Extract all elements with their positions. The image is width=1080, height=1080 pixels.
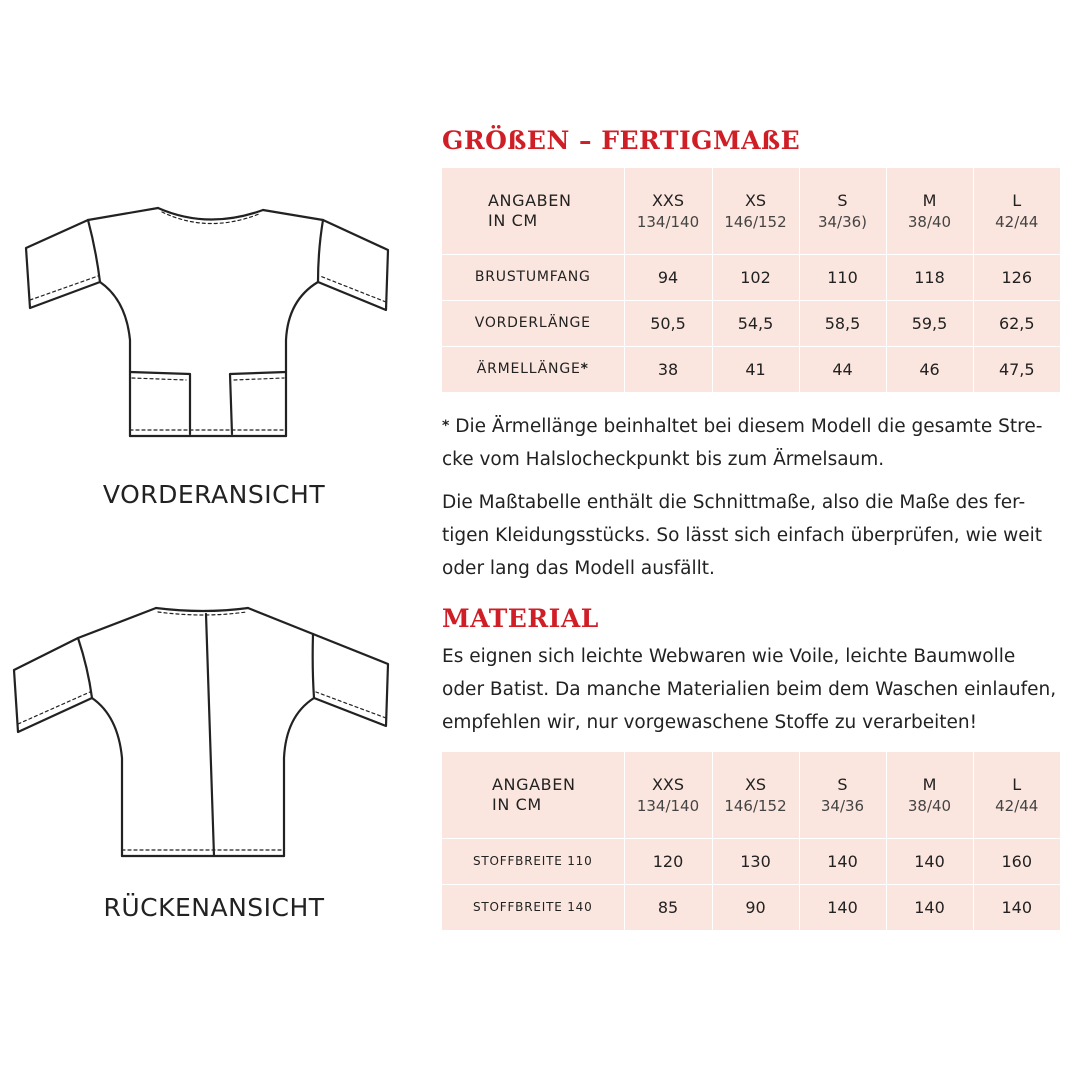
table-cell: 90 <box>712 884 799 930</box>
material-line3: empfehlen wir, nur vorgewaschene Stoffe zu verarbeiten! <box>442 712 978 733</box>
sizes-heading: GRÖßEN – FERTIGMAßE <box>442 126 801 155</box>
size-range: 134/140 <box>636 212 700 231</box>
size-range: 146/152 <box>724 796 787 815</box>
size-code: XXS <box>651 774 685 794</box>
table-cell: 38 <box>624 346 712 392</box>
footnote-line1: Die Ärmellänge beinhaltet bei diesem Modell die gesamte Stre- <box>449 416 1043 437</box>
size-column-header <box>712 168 799 254</box>
table-cell: 126 <box>973 254 1060 300</box>
size-code: XS <box>744 774 767 794</box>
footnote-text <box>442 410 1062 476</box>
table-cell: 160 <box>973 838 1060 884</box>
table-cell: 41 <box>712 346 799 392</box>
material-heading: MATERIAL <box>442 604 599 633</box>
footnote-marker: * <box>580 361 589 378</box>
material-line1: Es eignen sich leichte Webwaren wie Voile, leichte Baumwolle <box>442 646 1016 667</box>
size-code: M <box>922 774 937 794</box>
table-cell: 102 <box>712 254 799 300</box>
size-range: 34/36 <box>820 796 865 815</box>
table-cell: 54,5 <box>712 300 799 346</box>
size-column-header <box>624 752 712 838</box>
footnote-line <box>442 410 1062 443</box>
back-view-caption: RÜCKENANSICHT <box>103 893 325 922</box>
size-code: S <box>837 190 848 210</box>
size-code: L <box>1012 774 1022 794</box>
size-column-header <box>886 752 973 838</box>
table-cell: 130 <box>712 838 799 884</box>
table-cell: 120 <box>624 838 712 884</box>
fabric-width-table <box>442 752 1060 930</box>
table-cell: 50,5 <box>624 300 712 346</box>
size-range: 42/44 <box>995 212 1039 231</box>
table-cell: 62,5 <box>973 300 1060 346</box>
row-label: STOFFBREITE 140 <box>442 884 624 930</box>
table-row <box>442 300 1060 346</box>
table-row <box>442 346 1060 392</box>
table-cell: 94 <box>624 254 712 300</box>
size-column-header <box>973 168 1060 254</box>
size-code: S <box>837 774 848 794</box>
row-label: STOFFBREITE 110 <box>442 838 624 884</box>
table-row <box>442 884 1060 930</box>
header-label-line1: ANGABEN <box>488 190 572 210</box>
table-cell: 58,5 <box>799 300 886 346</box>
table-header-row <box>442 752 1060 838</box>
header-label-line1: ANGABEN <box>492 774 576 794</box>
size-column-header <box>886 168 973 254</box>
header-label-cell <box>442 752 624 838</box>
material-line2: oder Batist. Da manche Materialien beim dem Waschen einlaufen, <box>442 679 1057 700</box>
size-code: M <box>922 190 937 210</box>
header-label-line2: IN CM <box>492 794 542 814</box>
table-cell: 44 <box>799 346 886 392</box>
header-label-cell <box>442 168 624 254</box>
table-header-row <box>442 168 1060 254</box>
table-cell: 47,5 <box>998 359 1035 379</box>
table-cell: 46 <box>886 346 973 392</box>
size-column-header <box>799 168 886 254</box>
size-range: 146/152 <box>724 212 787 231</box>
footnote-marker: * <box>442 418 450 434</box>
size-column-header <box>973 752 1060 838</box>
back-view-illustration <box>8 598 398 868</box>
size-range: 38/40 <box>907 796 952 815</box>
header-label-line2: IN CM <box>488 210 538 230</box>
size-column-header <box>624 168 712 254</box>
row-label-cell <box>442 346 624 392</box>
size-code: XXS <box>651 190 685 210</box>
row-label: ÄRMELLÄNGE <box>476 361 581 378</box>
table-cell: 140 <box>799 884 886 930</box>
table-cell: 140 <box>799 838 886 884</box>
row-label: BRUSTUMFANG <box>442 254 624 300</box>
size-range: 42/44 <box>995 796 1039 815</box>
table-cell: 118 <box>886 254 973 300</box>
note-line2: tigen Kleidungsstücks. So lässt sich einfach überprüfen, wie weit <box>442 525 1043 546</box>
front-view-caption: VORDERANSICHT <box>102 480 326 509</box>
table-cell: 140 <box>886 838 973 884</box>
size-column-header <box>712 752 799 838</box>
size-code: XS <box>744 190 767 210</box>
measurement-note <box>442 486 1062 585</box>
row-label: VORDERLÄNGE <box>442 300 624 346</box>
front-view-illustration <box>18 190 398 450</box>
table-cell: 140 <box>886 884 973 930</box>
table-cell: 85 <box>624 884 712 930</box>
size-code: L <box>1012 190 1022 210</box>
table-cell: 110 <box>799 254 886 300</box>
material-text <box>442 640 1062 739</box>
size-range: 38/40 <box>907 212 952 231</box>
footnote-line2: cke vom Halslocheckpunkt bis zum Ärmelsaum. <box>442 449 885 470</box>
size-range: 134/140 <box>636 796 700 815</box>
size-measurements-table <box>442 168 1060 392</box>
table-row <box>442 254 1060 300</box>
table-cell: 59,5 <box>886 300 973 346</box>
table-cell: 140 <box>1001 897 1033 917</box>
note-line1: Die Maßtabelle enthält die Schnittmaße, also die Maße des fer- <box>442 492 1026 513</box>
size-range: 34/36) <box>817 212 868 231</box>
table-row <box>442 838 1060 884</box>
size-column-header <box>799 752 886 838</box>
note-line3: oder lang das Modell ausfällt. <box>442 558 715 579</box>
